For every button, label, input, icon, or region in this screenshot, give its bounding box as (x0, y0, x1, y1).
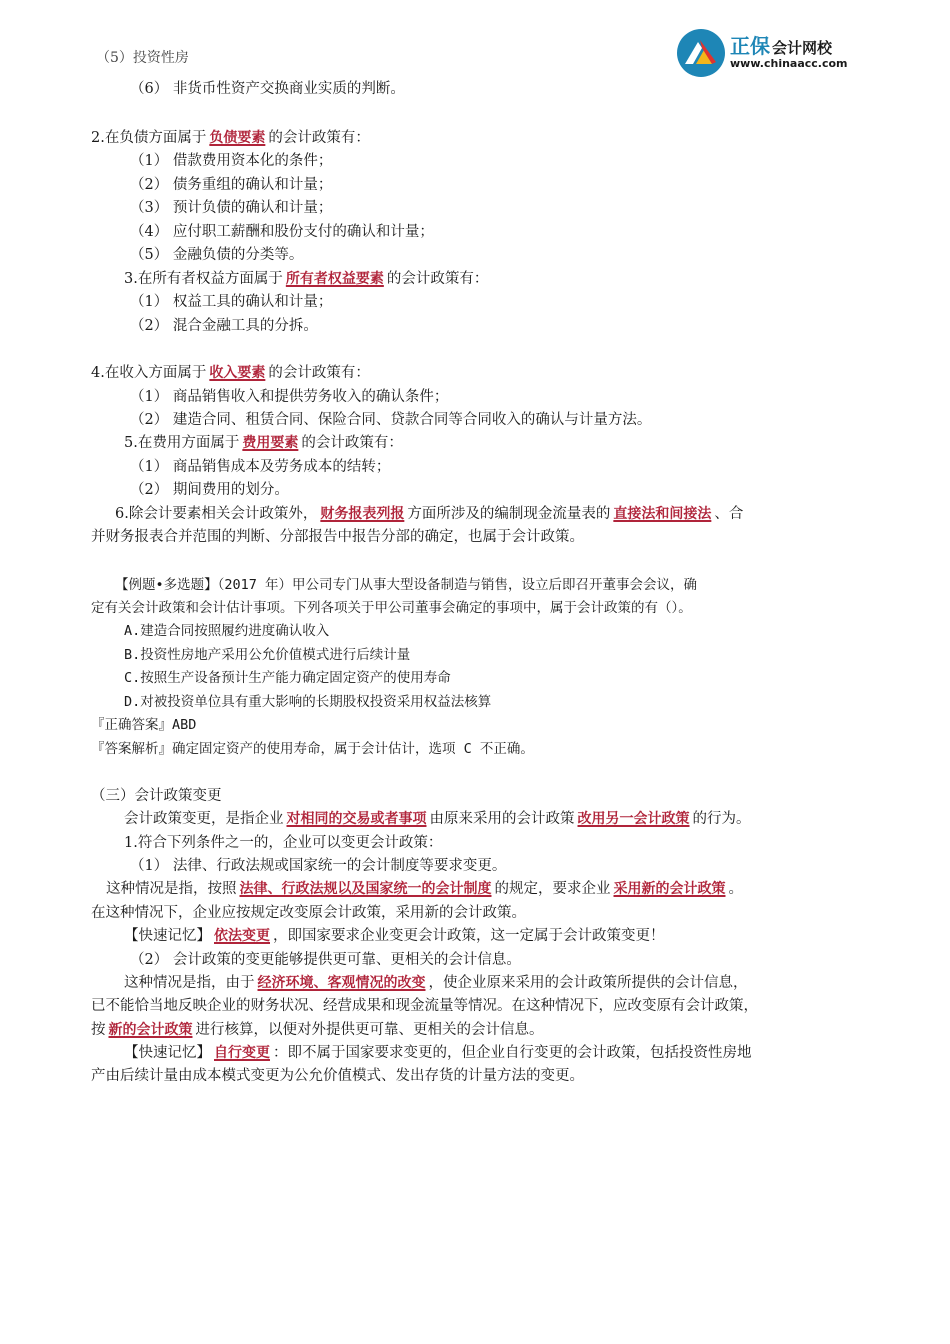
highlight-term: 收入要素 (209, 365, 266, 381)
revenue-item: （2） 建造合同、租赁合同、保险合同、贷款合同等合同收入的确认与计量方法。 (130, 412, 652, 428)
highlight-term: 自行变更 (214, 1045, 270, 1061)
highlight-term: 所有者权益要素 (285, 271, 384, 287)
example-question-line1: 【例题•多选题】（2017 年）甲公司专门从事大型设备制造与销售，设立后即召开董事会会议，确 (115, 577, 698, 593)
asset-item-6: （6） 非货币性资产交换商业实质的判断。 (130, 81, 405, 97)
highlight-term: 新的会计政策 (108, 1022, 193, 1038)
example-question-line2: 定有关会计政策和会计估计事项。下列各项关于甲公司董事会确定的事项中，属于会计政策的有（）。 (91, 600, 692, 616)
highlight-term: 经济环境、客观情况的改变 (257, 975, 426, 991)
condition-2: （2） 会计政策的变更能够提供更可靠、更相关的会计信息。 (130, 952, 521, 968)
highlight-term: 依法变更 (214, 928, 270, 944)
highlight-term: 负债要素 (209, 130, 266, 146)
section-title: （三）会计政策变更 (91, 788, 222, 804)
quick-memo-2: 【快速记忆】 自行变更 ：即不属于国家要求变更的，但企业自行变更的会计政策，包括投资性房地 (124, 1045, 752, 1061)
revenue-heading: 4.在收入方面属于 收入要素 的会计政策有： (91, 365, 370, 381)
condition-1-explanation: 这种情况是指，按照 法律、行政法规以及国家统一的会计制度 的规定，要求企业 采用新的会计政策 。 (106, 881, 743, 897)
logo-brand (730, 30, 832, 59)
condition-2-explanation-line3: 按 新的会计政策 进行核算，以便对外提供更可靠、更相关的会计信息。 (91, 1022, 544, 1038)
equity-item: （1） 权益工具的确认和计量； (130, 294, 333, 310)
condition-1: （1） 法律、行政法规或国家统一的会计制度等要求变更。 (130, 858, 507, 874)
condition-2-explanation: 这种情况是指，由于 经济环境、客观情况的改变 ，使企业原来采用的会计政策所提供的会计信息， (124, 975, 748, 991)
example-option: B.投资性房地产采用公允价值模式进行后续计量 (124, 647, 411, 663)
expense-heading: 5.在费用方面属于 费用要素 的会计政策有： (124, 435, 403, 451)
liability-item: （1） 借款费用资本化的条件； (130, 153, 333, 169)
highlight-term: 财务报表列报 (320, 506, 405, 522)
liability-item: （3） 预计负债的确认和计量； (130, 200, 333, 216)
liability-item: （5） 金融负债的分类等。 (130, 247, 304, 263)
equity-item: （2） 混合金融工具的分拆。 (130, 318, 318, 334)
example-option: C.按照生产设备预计生产能力确定固定资产的使用寿命 (124, 670, 451, 686)
highlight-term: 对相同的交易或者事项 (286, 811, 427, 827)
liability-item: （4） 应付职工薪酬和股份支付的确认和计量； (130, 224, 434, 240)
logo-mark-icon (676, 28, 726, 78)
quick-memo-1: 【快速记忆】 依法变更 ，即国家要求企业变更会计政策，这一定属于会计政策变更！ (124, 928, 665, 944)
logo-url: www.chinaacc.com (730, 57, 848, 70)
liability-item: （2） 债务重组的确认和计量； (130, 177, 333, 193)
logo-brand-sub: 会计网校 (772, 39, 833, 57)
expense-item: （2） 期间费用的划分。 (130, 482, 289, 498)
logo-brand-main: 正保 (730, 34, 770, 58)
highlight-term: 法律、行政法规以及国家统一的会计制度 (239, 881, 492, 897)
example-answer: 『正确答案』ABD (91, 717, 197, 733)
highlight-term: 采用新的会计政策 (613, 881, 726, 897)
highlight-term: 直接法和间接法 (613, 506, 712, 522)
condition-2-explanation-line2: 已不能恰当地反映企业的财务状况、经营成果和现金流量等情况。在这种情况下，应改变原有会计政策， (91, 998, 758, 1014)
other-policy-line1: 6.除会计要素相关会计政策外， 财务报表列报 方面所涉及的编制现金流量表的 直接法和间接法 、合 (115, 506, 744, 522)
quick-memo-2-line2: 产由后续计量由成本模式变更为公允价值模式、发出存货的计量方法的变更。 (91, 1068, 584, 1084)
change-condition: 1.符合下列条件之一的，企业可以变更会计政策： (124, 835, 443, 851)
change-definition: 会计政策变更，是指企业 对相同的交易或者事项 由原来采用的会计政策 改用另一会计政策 的行为。 (124, 811, 751, 827)
other-policy-line2: 并财务报表合并范围的判断、分部报告中报告分部的确定，也属于会计政策。 (91, 529, 584, 545)
highlight-term: 费用要素 (242, 435, 299, 451)
example-option: D.对被投资单位具有重大影响的长期股权投资采用权益法核算 (124, 694, 492, 710)
liability-heading: 2.在负债方面属于 负债要素 的会计政策有： (91, 130, 370, 146)
example-option: A.建造合同按照履约进度确认收入 (124, 623, 330, 639)
example-analysis: 『答案解析』确定固定资产的使用寿命，属于会计估计，选项 C 不正确。 (91, 741, 534, 757)
highlight-term: 改用另一会计政策 (577, 811, 690, 827)
site-logo[interactable] (676, 26, 876, 80)
expense-item: （1） 商品销售成本及劳务成本的结转； (130, 459, 391, 475)
equity-heading: 3.在所有者权益方面属于 所有者权益要素 的会计政策有： (124, 271, 489, 287)
revenue-item: （1） 商品销售收入和提供劳务收入的确认条件； (130, 389, 449, 405)
condition-1-explanation-line2: 在这种情况下，企业应按规定改变原会计政策，采用新的会计政策。 (91, 905, 526, 921)
cropped-previous-line: （5）投资性房 (96, 50, 189, 66)
